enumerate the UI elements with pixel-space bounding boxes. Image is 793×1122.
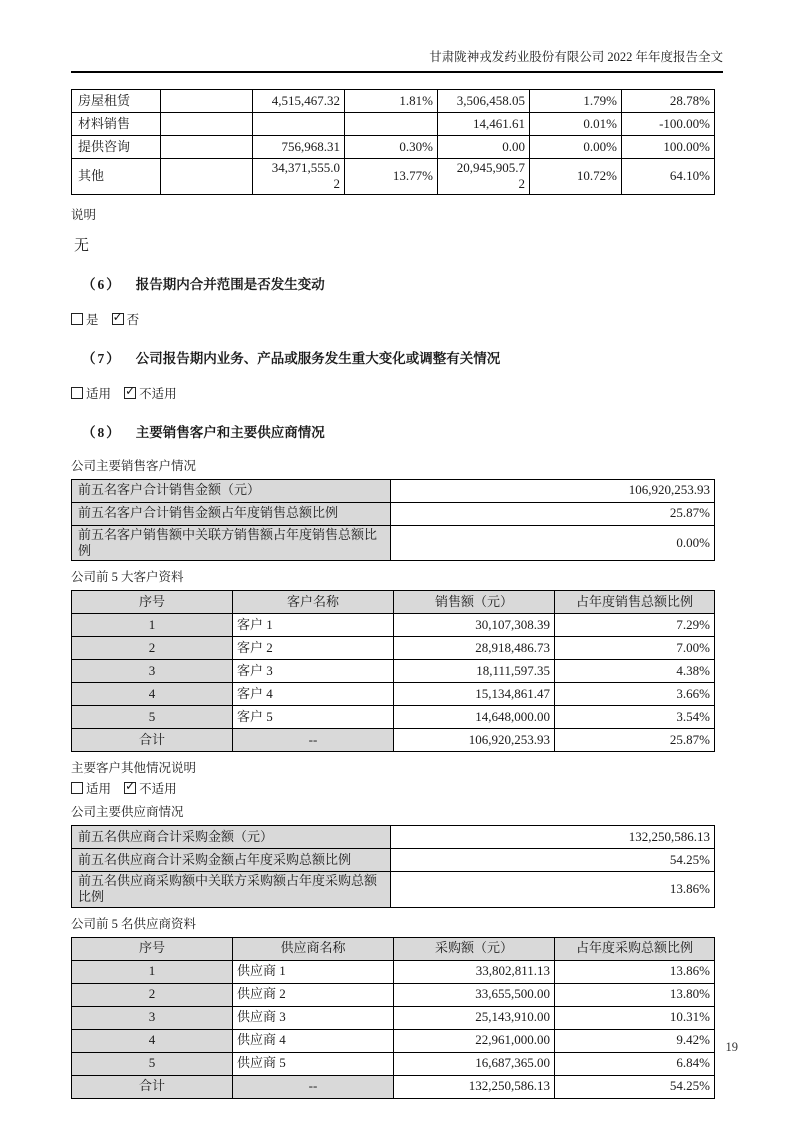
amount-cell: 756,968.31 — [253, 136, 345, 159]
checkbox-option — [112, 313, 140, 327]
total-ratio-cell: 54.25% — [555, 1075, 715, 1098]
total-label-cell: 合计 — [72, 729, 233, 752]
amount-cell — [253, 113, 345, 136]
amount-cell: 18,111,597.35 — [394, 660, 555, 683]
page-content — [71, 0, 723, 1099]
table-row — [72, 849, 715, 872]
column-header: 占年度采购总额比例 — [555, 937, 715, 960]
checkbox-label: 是 — [86, 312, 99, 327]
summary-label-cell: 前五名供应商采购额中关联方采购额占年度采购总额比例 — [72, 872, 391, 908]
ratio-cell: 7.00% — [555, 637, 715, 660]
amount-cell: 15,134,861.47 — [394, 683, 555, 706]
checkbox-checked-icon — [124, 387, 136, 399]
table-row — [72, 113, 715, 136]
column-header: 客户名称 — [233, 591, 394, 614]
report-title: 甘肃陇神戎发药业股份有限公司 2022 年年度报告全文 — [429, 50, 723, 64]
table-row — [72, 960, 715, 983]
page-header — [71, 0, 723, 73]
summary-value-cell: 13.86% — [391, 872, 715, 908]
table-row — [72, 525, 715, 561]
total-name-cell: -- — [233, 1075, 394, 1098]
total-label-cell: 合计 — [72, 1075, 233, 1098]
table-total-row — [72, 729, 715, 752]
notes-content: 无 — [74, 237, 90, 254]
name-cell: 客户 5 — [233, 706, 394, 729]
row-label: 提供咨询 — [72, 136, 161, 159]
seq-cell: 1 — [72, 960, 233, 983]
section-6-checkbox-group — [71, 312, 723, 328]
table-row — [72, 136, 715, 159]
checkbox-option — [124, 387, 177, 401]
blank-cell — [161, 136, 253, 159]
table-header-row — [72, 591, 715, 614]
amount-cell: 14,648,000.00 — [394, 706, 555, 729]
row-label: 房屋租赁 — [72, 90, 161, 113]
blank-cell — [161, 159, 253, 195]
summary-value-cell: 0.00% — [391, 525, 715, 561]
total-amount-cell: 106,920,253.93 — [394, 729, 555, 752]
ratio-cell: 9.42% — [555, 1029, 715, 1052]
seq-cell: 2 — [72, 983, 233, 1006]
suppliers-detail-label: 公司前 5 名供应商资料 — [71, 916, 197, 931]
table-row — [72, 90, 715, 113]
ratio-cell: 6.84% — [555, 1052, 715, 1075]
ratio-cell: 1.81% — [345, 90, 438, 113]
amount-cell: 3,506,458.05 — [438, 90, 530, 113]
column-header: 序号 — [72, 937, 233, 960]
table-header-row — [72, 937, 715, 960]
table-row — [72, 983, 715, 1006]
name-cell: 客户 1 — [233, 614, 394, 637]
column-header: 占年度销售总额比例 — [555, 591, 715, 614]
page-number: 19 — [725, 1040, 738, 1054]
name-cell: 供应商 1 — [233, 960, 394, 983]
ratio-cell: 10.72% — [530, 159, 622, 195]
ratio-cell: 0.01% — [530, 113, 622, 136]
seq-cell: 2 — [72, 637, 233, 660]
summary-label-cell: 前五名客户合计销售金额占年度销售总额比例 — [72, 502, 391, 525]
checkbox-label: 适用 — [86, 782, 112, 796]
checkbox-option — [124, 782, 177, 796]
amount-cell: 0.00 — [438, 136, 530, 159]
blank-cell — [161, 90, 253, 113]
name-cell: 供应商 3 — [233, 1006, 394, 1029]
ratio-cell: 13.77% — [345, 159, 438, 195]
section-number: （6） — [82, 276, 122, 292]
notes-label: 说明 — [71, 207, 97, 222]
name-cell: 供应商 4 — [233, 1029, 394, 1052]
total-ratio-cell: 25.87% — [555, 729, 715, 752]
checkbox-label: 否 — [126, 312, 140, 327]
ratio-cell: 3.54% — [555, 706, 715, 729]
name-cell: 客户 4 — [233, 683, 394, 706]
suppliers-summary-label: 公司主要供应商情况 — [71, 805, 184, 819]
summary-value-cell: 132,250,586.13 — [391, 826, 715, 849]
ratio-cell — [345, 113, 438, 136]
checkbox-unchecked-icon — [71, 387, 83, 399]
customers-summary-table — [71, 479, 715, 562]
amount-cell: 14,461.61 — [438, 113, 530, 136]
table-total-row — [72, 1075, 715, 1098]
amount-cell: 33,802,811.13 — [394, 960, 555, 983]
suppliers-summary-table — [71, 825, 715, 908]
table-row — [72, 1006, 715, 1029]
section-8-heading — [71, 424, 723, 442]
summary-value-cell: 25.87% — [391, 502, 715, 525]
table-row — [72, 826, 715, 849]
customers-other-note-label: 主要客户其他情况说明 — [71, 761, 197, 775]
amount-cell: 4,515,467.32 — [253, 90, 345, 113]
section-7-checkbox-group — [71, 386, 723, 402]
section-title: 公司报告期内业务、产品或服务发生重大变化或调整有关情况 — [135, 350, 501, 366]
summary-label-cell: 前五名供应商合计采购金额占年度采购总额比例 — [72, 849, 391, 872]
seq-cell: 5 — [72, 706, 233, 729]
seq-cell: 1 — [72, 614, 233, 637]
customers-summary-label: 公司主要销售客户情况 — [71, 458, 197, 473]
total-name-cell: -- — [233, 729, 394, 752]
row-label: 材料销售 — [72, 113, 161, 136]
summary-value-cell: 54.25% — [391, 849, 715, 872]
table-row — [72, 683, 715, 706]
section-title: 主要销售客户和主要供应商情况 — [135, 424, 325, 440]
summary-value-cell: 106,920,253.93 — [391, 479, 715, 502]
column-header: 序号 — [72, 591, 233, 614]
column-header: 销售额（元） — [394, 591, 555, 614]
checkbox-checked-icon — [124, 782, 136, 794]
table-row — [72, 706, 715, 729]
summary-label-cell: 前五名客户销售额中关联方销售额占年度销售总额比例 — [72, 525, 391, 561]
seq-cell: 3 — [72, 1006, 233, 1029]
checkbox-unchecked-icon — [71, 782, 83, 794]
ratio-cell: 0.30% — [345, 136, 438, 159]
name-cell: 客户 3 — [233, 660, 394, 683]
ratio-cell: 3.66% — [555, 683, 715, 706]
name-cell: 供应商 5 — [233, 1052, 394, 1075]
amount-cell: 28,918,486.73 — [394, 637, 555, 660]
section-6-heading — [71, 276, 723, 294]
top-customers-table — [71, 590, 715, 752]
table-row — [72, 502, 715, 525]
table-row — [72, 479, 715, 502]
checkbox-option — [71, 782, 111, 796]
ratio-cell: 1.79% — [530, 90, 622, 113]
revenue-breakdown-table — [71, 89, 715, 195]
change-cell: 64.10% — [622, 159, 715, 195]
amount-cell: 30,107,308.39 — [394, 614, 555, 637]
change-cell: -100.00% — [622, 113, 715, 136]
checkbox-checked-icon — [112, 313, 124, 325]
ratio-cell: 13.86% — [555, 960, 715, 983]
ratio-cell: 4.38% — [555, 660, 715, 683]
checkbox-label: 适用 — [86, 386, 112, 401]
name-cell: 客户 2 — [233, 637, 394, 660]
change-cell: 100.00% — [622, 136, 715, 159]
change-cell: 28.78% — [622, 90, 715, 113]
section-number: （8） — [82, 424, 122, 440]
customers-other-note-checkbox-group — [71, 781, 723, 797]
column-header: 供应商名称 — [233, 937, 394, 960]
ratio-cell: 0.00% — [530, 136, 622, 159]
amount-cell: 20,945,905.72 — [438, 159, 530, 195]
seq-cell: 4 — [72, 1029, 233, 1052]
checkbox-label: 不适用 — [139, 386, 177, 401]
name-cell: 供应商 2 — [233, 983, 394, 1006]
table-row — [72, 159, 715, 195]
table-row — [72, 637, 715, 660]
customers-detail-label: 公司前 5 大客户资料 — [71, 570, 184, 584]
checkbox-label: 不适用 — [139, 782, 177, 796]
ratio-cell: 10.31% — [555, 1006, 715, 1029]
amount-cell: 22,961,000.00 — [394, 1029, 555, 1052]
seq-cell: 4 — [72, 683, 233, 706]
section-title: 报告期内合并范围是否发生变动 — [135, 276, 325, 292]
table-row — [72, 1029, 715, 1052]
ratio-cell: 13.80% — [555, 983, 715, 1006]
row-label: 其他 — [72, 159, 161, 195]
amount-cell: 34,371,555.02 — [253, 159, 345, 195]
checkbox-option — [71, 313, 99, 327]
column-header: 采购额（元） — [394, 937, 555, 960]
amount-cell: 33,655,500.00 — [394, 983, 555, 1006]
table-row — [72, 872, 715, 908]
amount-cell: 16,687,365.00 — [394, 1052, 555, 1075]
ratio-cell: 7.29% — [555, 614, 715, 637]
summary-label-cell: 前五名客户合计销售金额（元） — [72, 479, 391, 502]
section-7-heading — [71, 350, 723, 368]
seq-cell: 3 — [72, 660, 233, 683]
table-row — [72, 614, 715, 637]
top-suppliers-table — [71, 937, 715, 1099]
checkbox-unchecked-icon — [71, 313, 83, 325]
total-amount-cell: 132,250,586.13 — [394, 1075, 555, 1098]
table-row — [72, 660, 715, 683]
table-row — [72, 1052, 715, 1075]
summary-label-cell: 前五名供应商合计采购金额（元） — [72, 826, 391, 849]
amount-cell: 25,143,910.00 — [394, 1006, 555, 1029]
blank-cell — [161, 113, 253, 136]
section-number: （7） — [82, 350, 122, 366]
checkbox-option — [71, 387, 111, 401]
seq-cell: 5 — [72, 1052, 233, 1075]
